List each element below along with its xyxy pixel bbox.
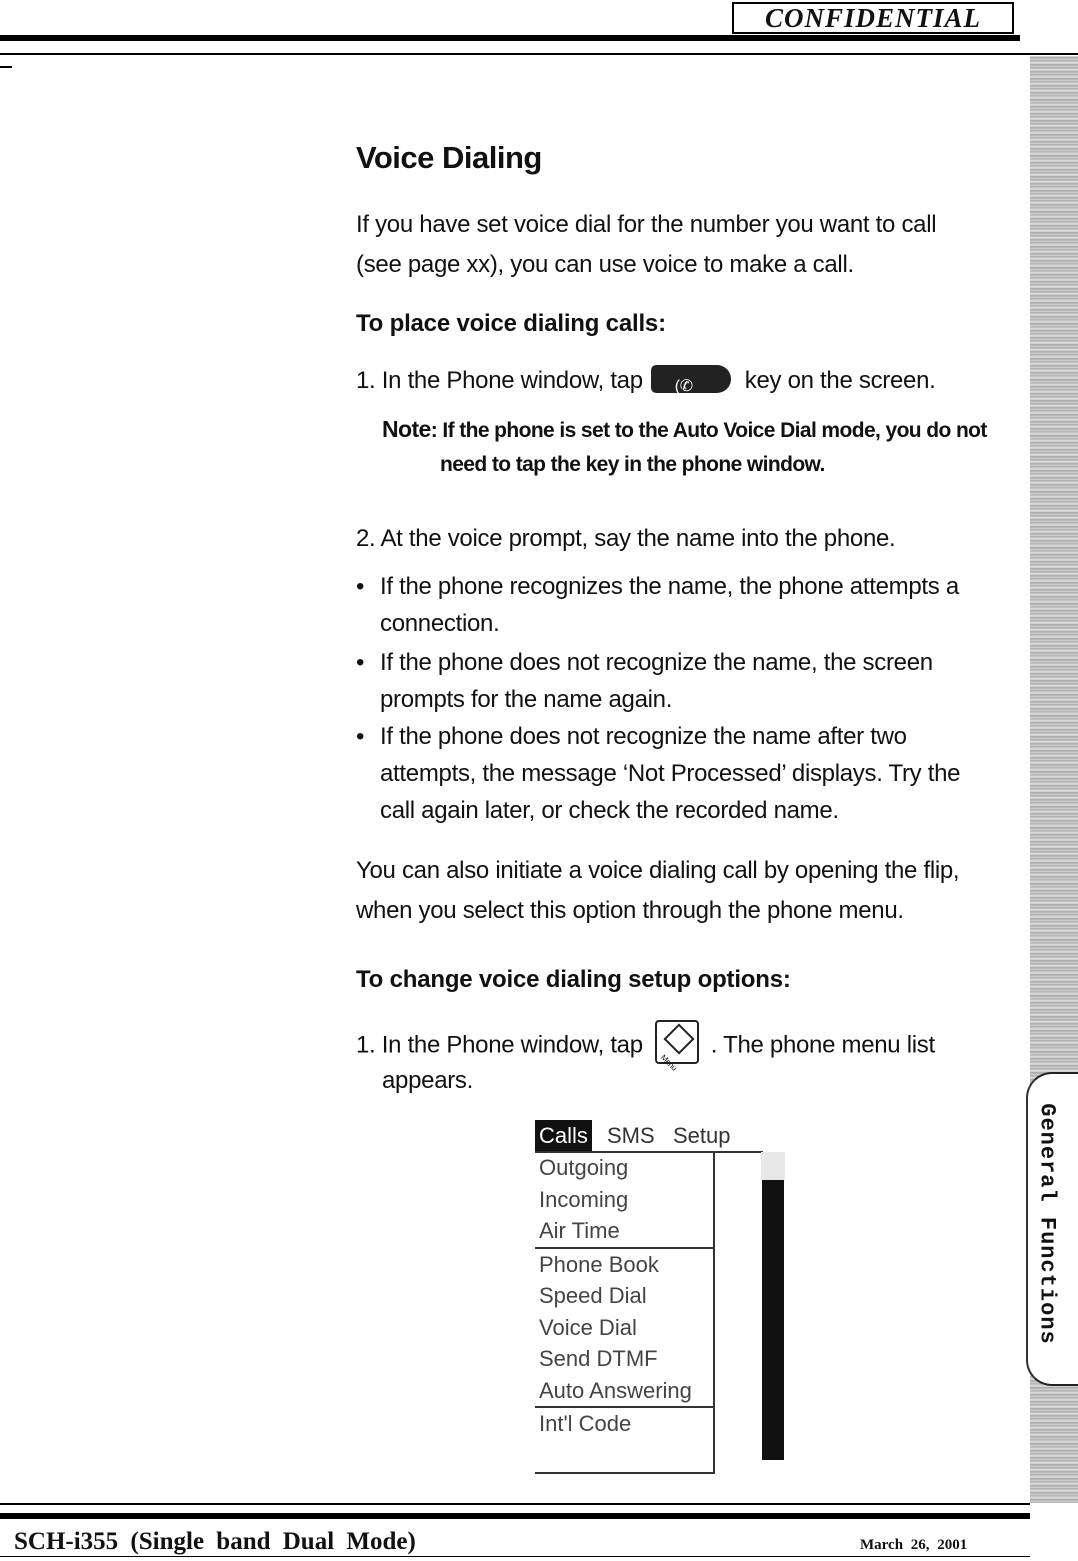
tab-sms[interactable]: SMS [607, 1123, 655, 1148]
page-title: Voice Dialing [356, 140, 542, 175]
bullet-3-line-3: call again later, or check the recorded name. [380, 797, 839, 824]
confidential-badge: CONFIDENTIAL [732, 2, 1014, 34]
menu-tab-bar [535, 1120, 763, 1153]
note-text-a: : If the phone is set to the [430, 419, 673, 442]
intro-line-2: (see page xx), you can use voice to make a call. [356, 251, 854, 278]
header-rule-thin [0, 53, 1078, 55]
menu-item-outgoing[interactable]: Outgoing [539, 1155, 629, 1180]
bullet-1-line-2: connection. [380, 610, 500, 637]
menu-group-features [535, 1249, 713, 1409]
place-step-1 [356, 362, 936, 400]
tab-setup[interactable]: Setup [673, 1123, 731, 1148]
menu-key-icon [655, 1020, 699, 1064]
section-tab-label: General Functions [1034, 1103, 1060, 1345]
also-line-2: when you select this option through the phone menu. [356, 897, 904, 924]
footer-rule-bottom [0, 1556, 1030, 1557]
place-calls-heading: To place voice dialing calls: [356, 310, 666, 337]
menu-item-send-dtmf[interactable]: Send DTMF [539, 1346, 658, 1371]
footer-rule-thin [0, 1503, 1030, 1505]
menu-item-intl-code[interactable]: Int'l Code [539, 1411, 632, 1436]
menu-item-phone-book[interactable]: Phone Book [539, 1251, 659, 1277]
place-step-2: 2. At the voice prompt, say the name into the phone. [356, 525, 896, 552]
change-setup-heading: To change voice dialing setup options: [356, 966, 791, 993]
menu-group-intl [535, 1408, 713, 1440]
bullet-mark: • [356, 649, 365, 676]
menu-scrollbar-track [761, 1152, 785, 1180]
note-text-b: mode, you do not [816, 419, 987, 442]
note-line-2: need to tap the key in the phone window. [440, 453, 825, 476]
bullet-1-line-1: If the phone recognizes the name, the phone attempts a [380, 573, 959, 600]
bullet-item-2 [356, 644, 996, 718]
menu-item-incoming[interactable]: Incoming [539, 1186, 629, 1212]
phone-talk-key-icon [651, 365, 731, 393]
footer-model: SCH-i355 (Single band Dual Mode) [14, 1528, 416, 1555]
place-step-1-text: 1. In the Phone window, tap [356, 367, 643, 394]
menu-item-speed-dial[interactable]: Speed Dial [539, 1283, 647, 1308]
intro-line-1: If you have set voice dial for the number you want to call [356, 211, 937, 238]
header-rule-thick [0, 35, 1020, 41]
note-block [382, 412, 987, 482]
setup-step-1-suffix: . The phone menu list [710, 1031, 935, 1059]
bullet-mark: • [356, 723, 365, 750]
setup-step-1-line-2: appears. [382, 1067, 473, 1094]
bullet-mark: • [356, 573, 365, 600]
bullet-3-line-1: If the phone does not recognize the name after two [380, 723, 907, 750]
bullet-2-line-2: prompts for the name again. [380, 686, 673, 713]
header-rule-tick [0, 66, 12, 68]
menu-item-voice-dial[interactable]: Voice Dial [539, 1314, 637, 1340]
setup-step-1-text: 1. In the Phone window, tap [356, 1031, 643, 1059]
also-line-1: You can also initiate a voice dialing call by opening the flip, [356, 857, 960, 884]
menu-list [535, 1152, 715, 1474]
footer-date: March 26, 2001 [860, 1537, 968, 1553]
bullet-3-line-2: attempts, the message ‘Not Processed’ displays. Try the [380, 760, 961, 787]
bullet-item-1 [356, 568, 996, 642]
footer-rule-thick [0, 1513, 1030, 1519]
note-bold: Auto Voice Dial [672, 419, 817, 442]
menu-group-calls [535, 1152, 713, 1249]
tab-calls[interactable]: Calls [535, 1120, 592, 1151]
menu-scrollbar[interactable] [762, 1180, 784, 1460]
phone-menu-illustration [535, 1120, 785, 1460]
menu-item-auto-answering[interactable]: Auto Answering [539, 1377, 692, 1403]
bullet-2-line-1: If the phone does not recognize the name, the screen [380, 649, 933, 676]
menu-item-air-time[interactable]: Air Time [539, 1218, 620, 1243]
note-label: Note [382, 416, 431, 442]
bullet-item-3 [356, 718, 996, 829]
place-step-1-suffix: key on the screen. [744, 367, 936, 394]
